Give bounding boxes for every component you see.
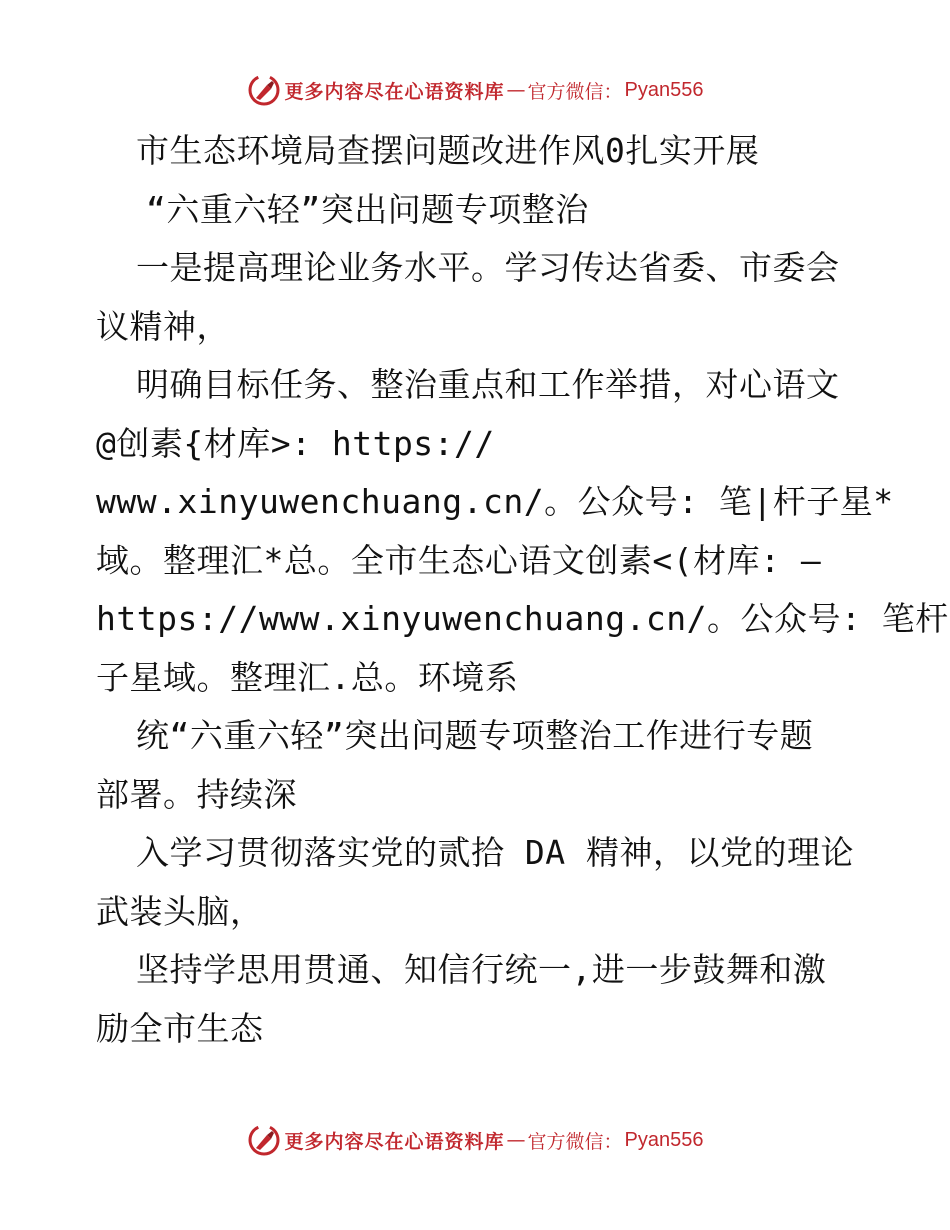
document-body — [96, 122, 949, 1058]
banner-wechat-id: Pyan556 — [624, 78, 704, 101]
doc-line-7: www.xinyuwenchuang.cn/。公众号: 笔|杆子星* — [96, 482, 894, 521]
doc-line-13: 入学习贯彻落实党的贰拾 DA 精神，以党的理论 — [136, 833, 854, 872]
doc-line-12: 部署。持续深 — [96, 774, 297, 814]
banner-wechat-label: 官方微信： — [527, 80, 623, 103]
banner-wechat-id: Pyan556 — [624, 1128, 704, 1151]
banner-main-text: 更多内容尽在心语资料库 — [284, 1130, 505, 1153]
doc-line-8: 域。整理汇*总。全市生态心语文创素<(材库: — — [96, 540, 822, 580]
doc-line-15: 坚持学思用贯通、知信行统一,进一步鼓舞和激 — [136, 950, 827, 989]
doc-line-2: “六重六轻”突出问题专项整治 — [146, 189, 589, 229]
header-banner — [0, 70, 950, 110]
doc-line-10: 子星域。整理汇.总。环境系 — [96, 657, 519, 697]
banner-main-text: 更多内容尽在心语资料库 — [284, 80, 505, 103]
banner-separator: — — [506, 79, 526, 101]
pen-nib-logo-icon — [247, 1123, 281, 1157]
doc-line-16: 励全市生态 — [96, 1008, 264, 1048]
doc-line-4: 议精神， — [96, 306, 230, 346]
doc-line-1: 市生态环境局查摆问题改进作风0扎实开展 — [136, 131, 760, 170]
doc-line-6: @创素{材库>: https:// — [96, 423, 495, 463]
banner-wechat-label: 官方微信： — [527, 1130, 623, 1153]
pen-nib-logo-icon — [247, 73, 281, 107]
doc-line-9: https://www.xinyuwenchuang.cn/。公众号: 笔杆 — [96, 599, 949, 638]
footer-banner — [0, 1120, 950, 1160]
doc-line-3: 一是提高理论业务水平。学习传达省委、市委会 — [136, 248, 840, 287]
doc-line-5: 明确目标任务、整治重点和工作举措，对心语文 — [136, 365, 840, 404]
doc-line-14: 武装头脑， — [96, 891, 264, 931]
banner-separator: — — [506, 1129, 526, 1151]
doc-line-11: 统“六重六轻”突出问题专项整治工作进行专题 — [136, 716, 814, 755]
